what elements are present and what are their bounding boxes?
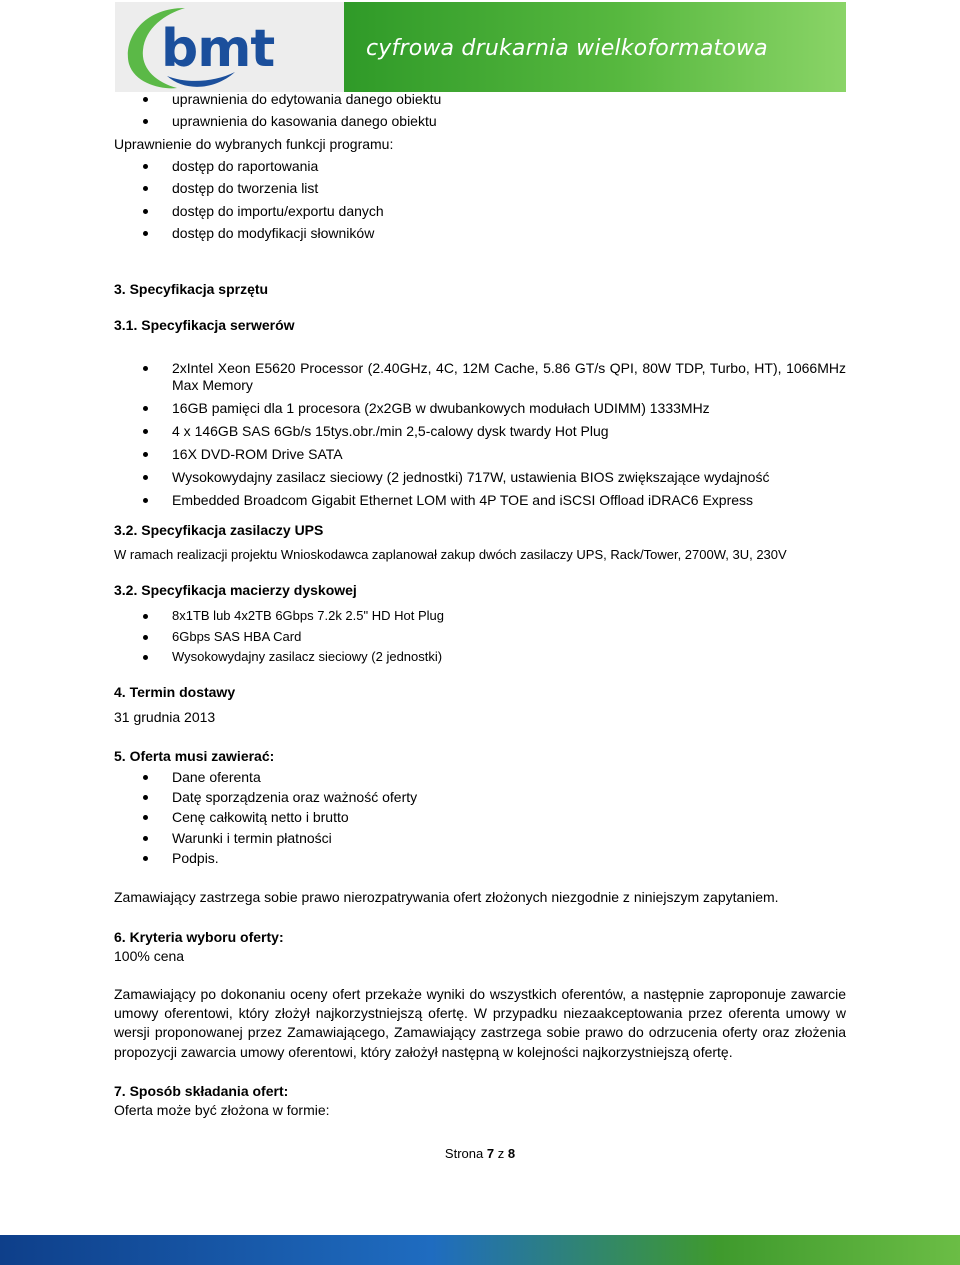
list-item: 6Gbps SAS HBA Card xyxy=(114,627,846,648)
company-logo xyxy=(115,2,344,92)
evaluation-paragraph: Zamawiający po dokonaniu oceny ofert przekaże wyniki do wszystkich oferentów, a następnie zaproponuje zawarcie umowy oferentowi, który złożył najkorzystniejszą ofertę. W przypadku niezaakceptowania przez oferenta umowy w wersji proponowanej przez Zamawiającego, Zamawiający zastrzega sobie prawo do odrzucenia oferty oraz złożenia propozycji zawarcia umowy oferentowi, który założył następną w kolejności najkorzystniejszą ofertę. xyxy=(114,985,846,1060)
section-3-2-ups-heading: 3.2. Specyfikacja zasilaczy UPS xyxy=(114,522,324,539)
list-item: dostęp do raportowania xyxy=(114,155,846,177)
criteria-text: 100% cena xyxy=(114,947,185,964)
header-banner xyxy=(344,2,846,92)
page-header xyxy=(115,2,846,92)
list-item: Wysokowydajny zasilacz sieciowy (2 jednostki) xyxy=(114,647,846,668)
list-item: Embedded Broadcom Gigabit Ethernet LOM with 4P TOE and iSCSI Offload iDRAC6 Express xyxy=(114,492,846,509)
server-spec-list xyxy=(114,360,846,508)
section-4-heading: 4. Termin dostawy xyxy=(114,683,236,700)
company-tagline: cyfrowa drukarnia wielkoformatowa xyxy=(366,36,768,61)
list-item: uprawnienia do edytowania danego obiektu xyxy=(114,88,846,110)
list-item: Wysokowydajny zasilacz sieciowy (2 jednostki) 717W, ustawienia BIOS zwiększające wydajność xyxy=(114,469,846,486)
delivery-date: 31 grudnia 2013 xyxy=(114,708,216,725)
bmt-logo-icon xyxy=(115,2,344,92)
functions-list xyxy=(114,155,846,245)
page-total: 8 xyxy=(507,1146,516,1161)
ups-description: W ramach realizacji projektu Wnioskodawca zaplanował zakup dwóch zasilaczy UPS, Rack/Tower, 2700W, 3U, 230V xyxy=(114,547,787,563)
list-item: dostęp do modyfikacji słowników xyxy=(114,222,846,244)
list-item: 8x1TB lub 4x2TB 6Gbps 7.2k 2.5" HD Hot Plug xyxy=(114,606,846,627)
reservation-text: Zamawiający zastrzega sobie prawo nierozpatrywania ofert złożonych niezgodnie z niniejszym zapytaniem. xyxy=(114,888,779,905)
section-5-heading: 5. Oferta musi zawierać: xyxy=(114,747,275,764)
list-item: dostęp do tworzenia list xyxy=(114,177,846,199)
page-current: 7 xyxy=(486,1146,495,1161)
list-item: 16X DVD-ROM Drive SATA xyxy=(114,446,846,463)
offer-contents-list xyxy=(114,767,846,868)
list-item: Dane oferenta xyxy=(114,767,846,787)
list-item: 2xIntel Xeon E5620 Processor (2.40GHz, 4C, 12M Cache, 5.86 GT/s QPI, 80W TDP, Turbo, HT), 1066MHz Max Memory xyxy=(114,360,846,393)
section-3-1-heading: 3.1. Specyfikacja serwerów xyxy=(114,317,295,334)
functions-label: Uprawnienie do wybranych funkcji programu: xyxy=(114,135,394,152)
disk-array-list xyxy=(114,606,846,668)
list-item: Warunki i termin płatności xyxy=(114,828,846,848)
section-3-heading: 3. Specyfikacja sprzętu xyxy=(114,281,269,298)
document-content xyxy=(114,88,846,1120)
page-footer xyxy=(0,1146,960,1161)
list-item: 16GB pamięci dla 1 procesora (2x2GB w dwubankowych modułach UDIMM) 1333MHz xyxy=(114,400,846,417)
permissions-list xyxy=(114,88,846,133)
list-item: 4 x 146GB SAS 6Gb/s 15tys.obr./min 2,5-calowy dysk twardy Hot Plug xyxy=(114,423,846,440)
submission-text: Oferta może być złożona w formie: xyxy=(114,1101,330,1118)
page-separator: z xyxy=(497,1146,505,1161)
section-6-heading: 6. Kryteria wyboru oferty: xyxy=(114,928,284,945)
list-item: dostęp do importu/exportu danych xyxy=(114,200,846,222)
svg-text:bmt: bmt xyxy=(161,19,275,79)
section-3-2-array-heading: 3.2. Specyfikacja macierzy dyskowej xyxy=(114,582,357,599)
list-item: Datę sporządzenia oraz ważność oferty xyxy=(114,787,846,807)
list-item: Cenę całkowitą netto i brutto xyxy=(114,807,846,827)
page-label: Strona xyxy=(444,1146,484,1161)
section-7-heading: 7. Sposób składania ofert: xyxy=(114,1082,289,1099)
footer-color-bar xyxy=(0,1235,960,1265)
list-item: Podpis. xyxy=(114,848,846,868)
list-item: uprawnienia do kasowania danego obiektu xyxy=(114,110,846,132)
